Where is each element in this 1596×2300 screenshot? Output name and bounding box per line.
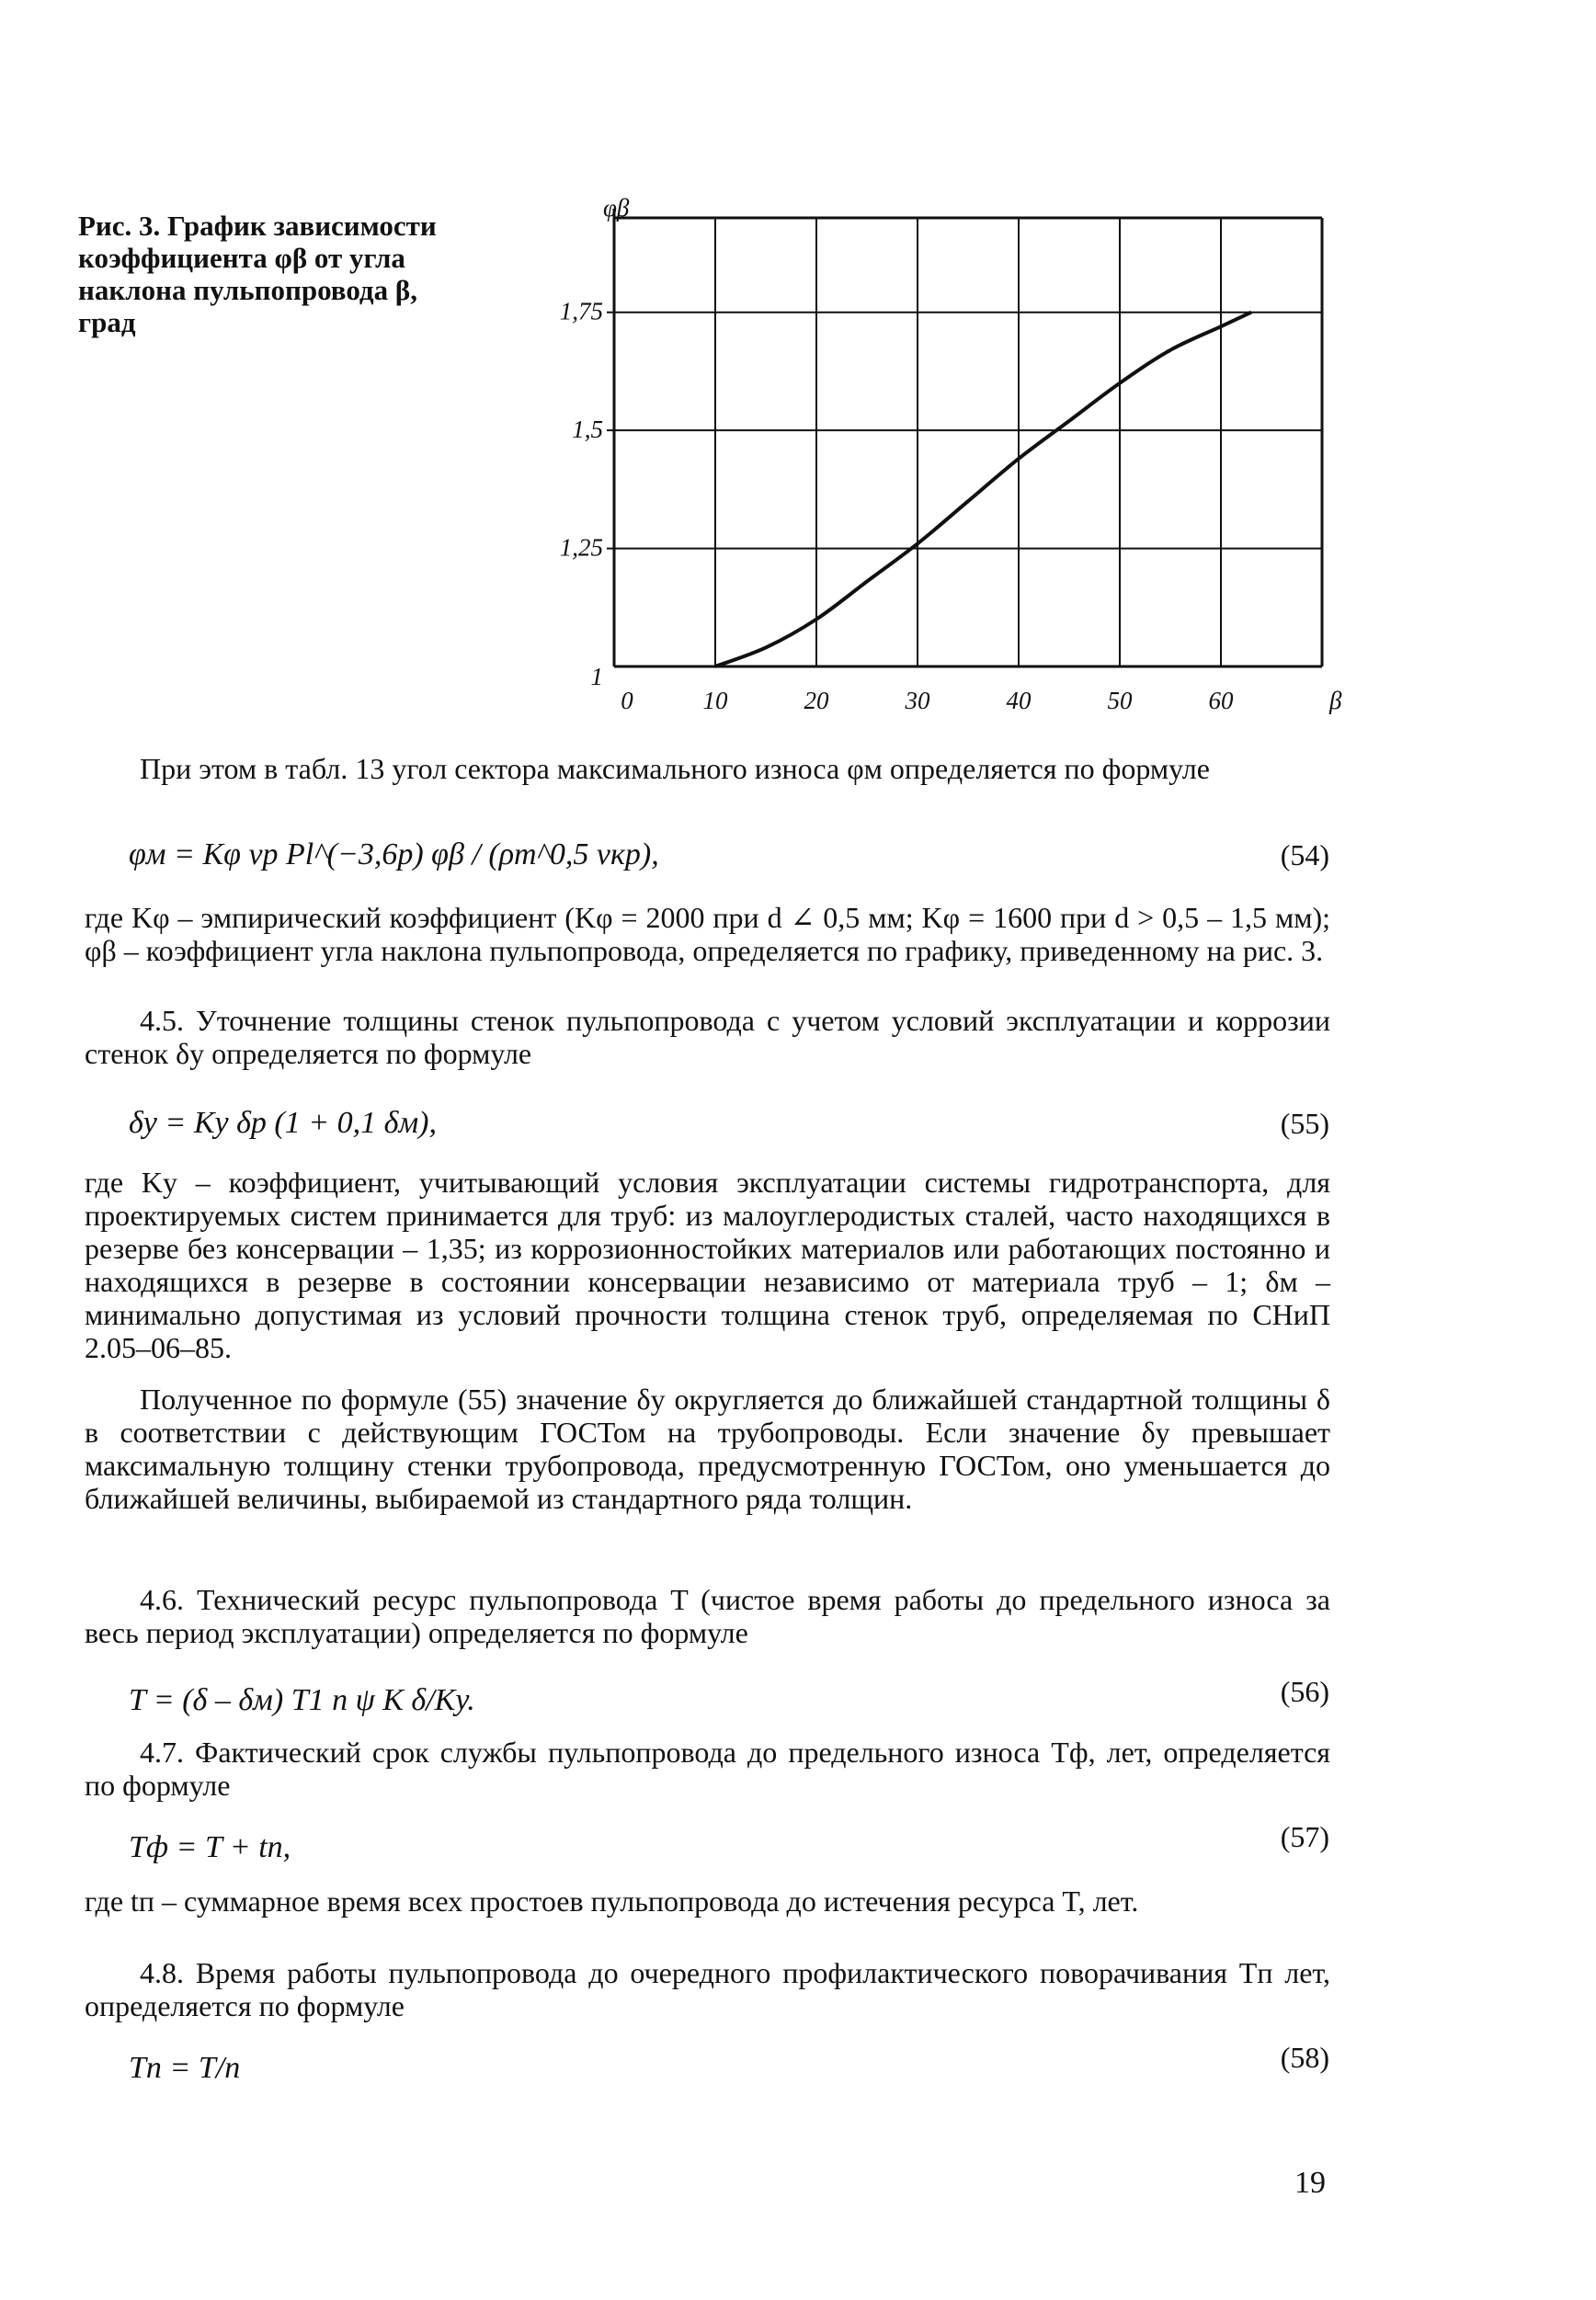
caption-line: Рис. 3. График зависимости xyxy=(78,210,437,242)
x-tick-label: 60 xyxy=(1208,687,1234,714)
paragraph xyxy=(85,1383,1330,1515)
figure-caption xyxy=(78,210,501,338)
y-tick-label: 1,25 xyxy=(559,533,603,562)
paragraph xyxy=(85,1166,1330,1364)
chart-ticks xyxy=(560,298,1234,714)
caption-line: наклона пульпопровода β, xyxy=(78,274,417,306)
equation-number: (54) xyxy=(1280,838,1329,871)
formula-55: δу = Kу δр (1 + 0,1 δм), xyxy=(129,1106,438,1140)
x-tick-label: 10 xyxy=(702,687,728,714)
paragraph xyxy=(85,1884,1330,1918)
y-tick-label: 1,5 xyxy=(572,416,603,444)
paragraph-text: где Kу – коэффициент, учитывающий условия эксплуатации системы гидротранспорта, для проектируемых систем принимается для труб: из малоуглеродистых сталей, часто находящихся в резерве без консервации – 1,35; из коррозионностойких материалов или работающих постоянно и находящихся в резерве в состоянии консервации независимо от материала труб – 1; δм – минимально допустимая из условий прочности толщина стенок труб, определяемая по СНиП 2.05–06–85. xyxy=(85,1166,1330,1364)
x-tick-label: 40 xyxy=(1006,687,1032,714)
equation-number: (56) xyxy=(1280,1675,1329,1708)
paragraph-text: 4.8. Время работы пульпопровода до очередного профилактического поворачивания Tп лет, определяется по формуле xyxy=(85,1956,1330,2022)
phi-beta-chart xyxy=(515,194,1342,722)
paragraph xyxy=(85,1583,1330,1649)
equation-number: (55) xyxy=(1280,1107,1329,1140)
paragraph xyxy=(85,901,1330,967)
equation-number: (57) xyxy=(1280,1820,1329,1853)
x-tick-label: 20 xyxy=(804,687,829,714)
x-tick-label: 30 xyxy=(905,687,930,714)
x-tick-label: 0 xyxy=(621,687,633,714)
paragraph-text: 4.7. Фактический срок службы пульпопровода до предельного износа Tф, лет, определяется по формуле xyxy=(85,1736,1330,1802)
x-tick-label: 50 xyxy=(1107,687,1133,714)
page-number: 19 xyxy=(1294,2166,1326,2200)
paragraph-text: где Kφ – эмпирический коэффициент (Kφ = 2000 при d ∠ 0,5 мм; Kφ = 1600 при d > 0,5 – 1,5 мм); φβ – коэффициент угла наклона пульпопровода, определяется по графику, приведенному на рис. 3. xyxy=(85,901,1330,967)
paragraph-text: 4.6. Технический ресурс пульпопровода T (чистое время работы до предельного износа за весь период эксплуатации) определяется по формуле xyxy=(85,1583,1330,1649)
caption-line: коэффициента φβ от угла xyxy=(78,242,405,274)
y-tick-label: 1 xyxy=(590,663,603,690)
formula-54: φм = Kφ vр Pl^(−3,6p) φβ / (ρт^0,5 vкр), xyxy=(129,837,659,871)
paragraph xyxy=(85,752,1330,785)
chart-grid xyxy=(607,209,1322,666)
caption-line: град xyxy=(78,306,136,338)
paragraph-text: При этом в табл. 13 угол сектора максимального износа φм определяется по формуле xyxy=(140,752,1210,785)
formula-58: Tп = T/п xyxy=(129,2051,241,2085)
y-axis-label: φβ xyxy=(603,194,630,222)
paragraph xyxy=(85,1956,1330,2022)
formula-56: T = (δ – δм) T1 n ψ K δ/Kу. xyxy=(129,1683,475,1717)
paragraph-text: где tп – суммарное время всех простоев пульпопровода до истечения ресурса T, лет. xyxy=(85,1884,1139,1918)
paragraph xyxy=(85,1736,1330,1802)
formula-57: Tф = T + tп, xyxy=(129,1830,291,1864)
x-axis-label: β xyxy=(1329,687,1342,714)
paragraph-text: 4.5. Уточнение толщины стенок пульпопровода с учетом условий эксплуатации и коррозии стенок δу определяется по формуле xyxy=(85,1004,1330,1070)
equation-number: (58) xyxy=(1280,2041,1329,2074)
phi-beta-curve xyxy=(715,313,1251,666)
paragraph-text: Полученное по формуле (55) значение δу округляется до ближайшей стандартной толщины δ в соответствии с действующим ГОСТом на трубопроводы. Если значение δу превышает максимальную толщину стенки трубопровода, предусмотренную ГОСТом, оно уменьшается до ближайшей величины, выбираемой из стандартного ряда толщин. xyxy=(85,1383,1330,1515)
paragraph xyxy=(85,1004,1330,1070)
y-tick-label: 1,75 xyxy=(559,297,603,325)
